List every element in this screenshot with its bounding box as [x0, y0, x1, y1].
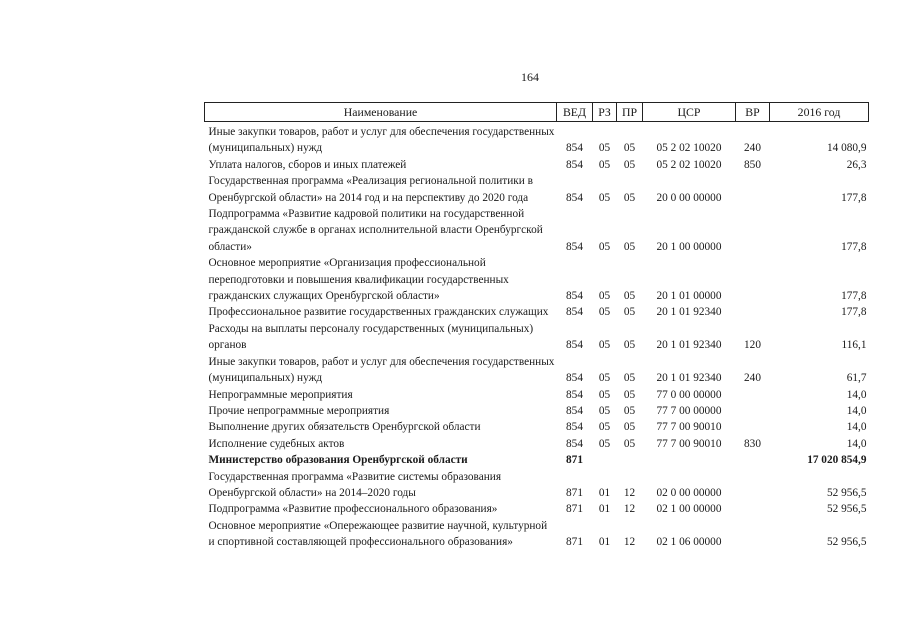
- table-body: [205, 124, 869, 551]
- cell-pr: 12: [623, 486, 636, 499]
- cell-amount: 26,3: [846, 158, 867, 171]
- cell-pr: 05: [623, 142, 636, 155]
- cell-rz: 01: [598, 486, 611, 499]
- cell-pr: 05: [623, 404, 636, 417]
- cell-amount: 14,0: [846, 437, 867, 450]
- table-row: [205, 469, 869, 502]
- cell-csr: 20 1 01 92340: [656, 339, 722, 352]
- table-row: [205, 403, 869, 419]
- cell-ved: 871: [566, 454, 583, 467]
- header-ved: ВЕД: [557, 103, 593, 122]
- table-row: [205, 124, 869, 157]
- table-row: [205, 304, 869, 320]
- cell-pr: 05: [623, 421, 636, 434]
- cell-pr: 05: [623, 388, 636, 401]
- cell-name: Прочие непрограммные мероприятия: [208, 404, 390, 417]
- cell-csr: 77 0 00 00000: [656, 388, 722, 401]
- cell-vr: [736, 403, 770, 419]
- cell-pr: 12: [623, 536, 636, 549]
- cell-vr: [736, 173, 770, 206]
- cell-ved: 854: [566, 306, 583, 319]
- cell-vr: 240: [744, 142, 761, 155]
- header-vr: ВР: [736, 103, 770, 122]
- table-row: [205, 173, 869, 206]
- cell-pr: 05: [623, 191, 636, 204]
- cell-name: Исполнение судебных актов: [208, 437, 345, 450]
- cell-pr: 05: [623, 306, 636, 319]
- header-name: Наименование: [205, 103, 557, 122]
- header-pr: ПР: [617, 103, 643, 122]
- cell-vr: 830: [744, 437, 761, 450]
- cell-rz: 05: [598, 339, 611, 352]
- table-header-row: [205, 103, 869, 122]
- header-year: 2016 год: [770, 103, 869, 122]
- budget-table: [204, 102, 869, 551]
- header-rz: РЗ: [593, 103, 617, 122]
- cell-name: Государственная программа «Реализация региональной политики в Оренбургской области» на 2014 год и на перспективу до 2020 года: [208, 175, 533, 204]
- cell-csr: 20 1 00 00000: [656, 240, 722, 253]
- cell-csr: 05 2 02 10020: [656, 142, 722, 155]
- cell-ved: 854: [566, 142, 583, 155]
- cell-vr: [736, 501, 770, 517]
- cell-pr: 12: [623, 503, 636, 516]
- table-row: [205, 436, 869, 452]
- cell-amount: 177,8: [841, 306, 867, 319]
- page-number: 164: [521, 70, 539, 84]
- cell-ved: 854: [566, 240, 583, 253]
- cell-rz: 05: [598, 240, 611, 253]
- cell-ved: 854: [566, 158, 583, 171]
- cell-csr: 20 1 01 00000: [656, 290, 722, 303]
- cell-ved: 854: [566, 372, 583, 385]
- cell-amount: 14,0: [846, 388, 867, 401]
- cell-amount: 116,1: [841, 339, 867, 352]
- cell-name: Подпрограмма «Развитие профессионального образования»: [208, 503, 498, 516]
- cell-csr: 77 7 00 90010: [656, 437, 722, 450]
- cell-csr: 77 7 00 90010: [656, 421, 722, 434]
- cell-csr: 02 1 00 00000: [656, 503, 722, 516]
- cell-vr: [736, 255, 770, 304]
- cell-amount: 52 956,5: [826, 536, 867, 549]
- cell-name: Основное мероприятие «Опережающее развитие научной, культурной и спортивной составляющей профессионального образования»: [208, 519, 548, 549]
- cell-rz: 01: [598, 536, 611, 549]
- cell-name: Основное мероприятие «Организация профессиональной переподготовки и повышения квалификации государственных гражданских служащих Оренбургской области»: [208, 257, 509, 303]
- cell-ved: 854: [566, 339, 583, 352]
- cell-name: Иные закупки товаров, работ и услуг для обеспечения государственных (муниципальных) нужд: [208, 355, 555, 385]
- cell-csr: 02 0 00 00000: [656, 486, 722, 499]
- cell-amount: 14,0: [846, 421, 867, 434]
- cell-vr: 850: [744, 158, 761, 171]
- cell-amount: 177,8: [841, 290, 867, 303]
- cell-csr: 02 1 06 00000: [656, 536, 722, 549]
- table-row: [205, 387, 869, 403]
- cell-name: Профессиональное развитие государственных гражданских служащих: [208, 306, 549, 319]
- cell-amount: 52 956,5: [826, 486, 867, 499]
- cell-csr: [643, 452, 736, 468]
- cell-amount: 61,7: [846, 372, 867, 385]
- cell-name: Подпрограмма «Развитие кадровой политики на государственной гражданской службе в органах исполнительной власти Оренбургской области»: [208, 208, 543, 253]
- cell-ved: 854: [566, 437, 583, 450]
- cell-rz: 05: [598, 404, 611, 417]
- cell-vr: [736, 206, 770, 255]
- cell-csr: 20 1 01 92340: [656, 372, 722, 385]
- cell-vr: [736, 469, 770, 502]
- cell-ved: 871: [566, 503, 583, 516]
- cell-rz: 05: [598, 437, 611, 450]
- cell-rz: 01: [598, 503, 611, 516]
- cell-ved: 854: [566, 290, 583, 303]
- cell-rz: [593, 452, 617, 468]
- cell-rz: 05: [598, 388, 611, 401]
- table-row: [205, 518, 869, 551]
- cell-csr: 20 0 00 00000: [656, 191, 722, 204]
- cell-pr: [617, 452, 643, 468]
- cell-ved: 854: [566, 421, 583, 434]
- table-row: [205, 419, 869, 435]
- cell-csr: 05 2 02 10020: [656, 158, 722, 171]
- cell-name: Государственная программа «Развитие системы образования Оренбургской области» на 2014–2020 годы: [208, 470, 502, 499]
- cell-name: Выполнение других обязательств Оренбургской области: [208, 421, 481, 434]
- cell-pr: 05: [623, 240, 636, 253]
- cell-vr: [736, 518, 770, 551]
- cell-amount: 52 956,5: [826, 503, 867, 516]
- cell-csr: 20 1 01 92340: [656, 306, 722, 319]
- cell-name: Министерство образования Оренбургской области: [208, 454, 468, 467]
- cell-vr: [736, 419, 770, 435]
- cell-ved: 854: [566, 388, 583, 401]
- cell-vr: 120: [744, 339, 761, 352]
- cell-amount: 17 020 854,9: [807, 454, 867, 467]
- cell-ved: 854: [566, 191, 583, 204]
- table-row: [205, 206, 869, 255]
- cell-pr: 05: [623, 158, 636, 171]
- cell-pr: 05: [623, 372, 636, 385]
- cell-name: Уплата налогов, сборов и иных платежей: [208, 158, 407, 171]
- cell-pr: 05: [623, 339, 636, 352]
- cell-amount: 177,8: [841, 191, 867, 204]
- table-row: [205, 501, 869, 517]
- cell-rz: 05: [598, 158, 611, 171]
- cell-rz: 05: [598, 421, 611, 434]
- table-row: [205, 354, 869, 387]
- cell-amount: 14 080,9: [826, 142, 867, 155]
- cell-rz: 05: [598, 142, 611, 155]
- cell-rz: 05: [598, 372, 611, 385]
- cell-vr: 240: [744, 372, 761, 385]
- cell-rz: 05: [598, 290, 611, 303]
- table-row: [205, 255, 869, 304]
- cell-name: Иные закупки товаров, работ и услуг для обеспечения государственных (муниципальных) нужд: [208, 126, 555, 155]
- cell-name: Расходы на выплаты персоналу государственных (муниципальных) органов: [208, 322, 534, 352]
- table-row: [205, 452, 869, 468]
- cell-amount: 14,0: [846, 404, 867, 417]
- cell-rz: 05: [598, 306, 611, 319]
- cell-vr: [736, 304, 770, 320]
- table-row: [205, 321, 869, 354]
- cell-pr: 05: [623, 290, 636, 303]
- cell-name: Непрограммные мероприятия: [208, 388, 353, 401]
- cell-ved: 871: [566, 536, 583, 549]
- cell-amount: 177,8: [841, 240, 867, 253]
- cell-ved: 854: [566, 404, 583, 417]
- cell-ved: 871: [566, 486, 583, 499]
- cell-vr: [736, 387, 770, 403]
- cell-rz: 05: [598, 191, 611, 204]
- table-row: [205, 157, 869, 173]
- cell-pr: 05: [623, 437, 636, 450]
- cell-vr: [736, 452, 770, 468]
- cell-csr: 77 7 00 00000: [656, 404, 722, 417]
- header-csr: ЦСР: [643, 103, 736, 122]
